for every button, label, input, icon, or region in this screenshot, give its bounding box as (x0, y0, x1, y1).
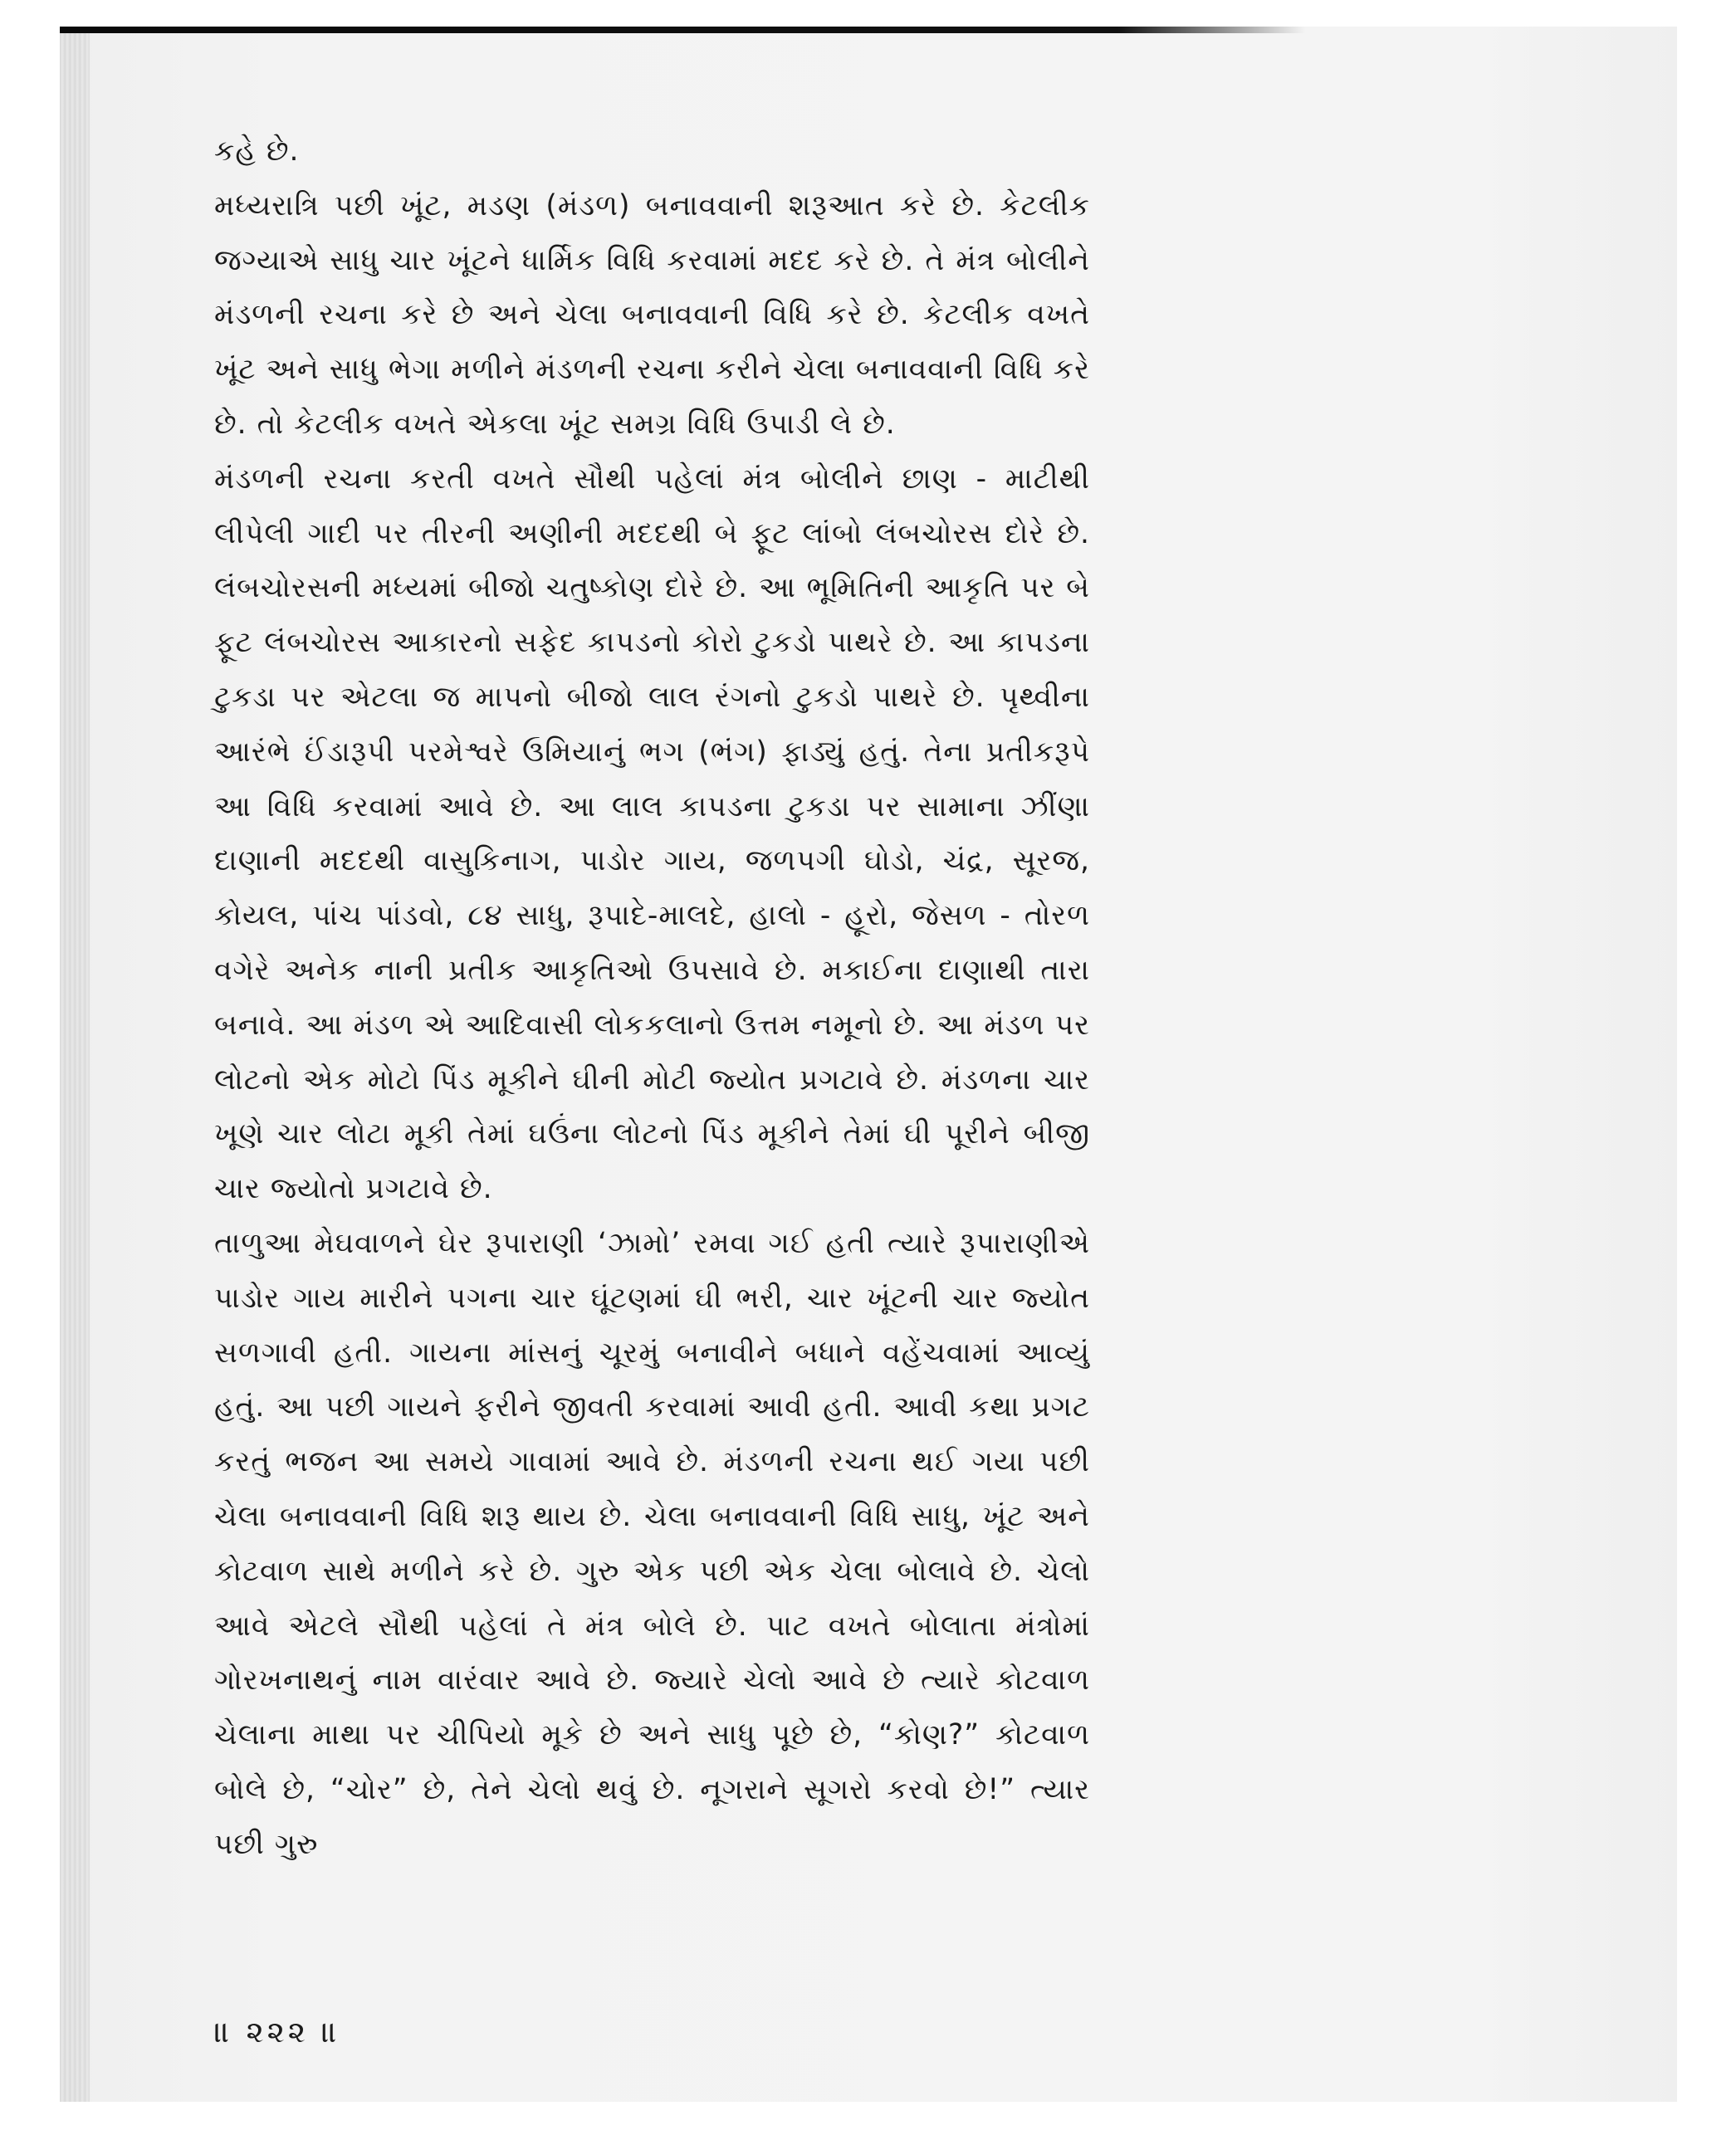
paragraph-2: મધ્યરાત્રિ પછી ખૂંટ, મડણ (મંડળ) બનાવવાની શરૂઆત કરે છે. કેટલીક જગ્યાએ સાધુ ચાર ખૂંટને ધાર્મિક વિધિ કરવામાં મદદ કરે છે. તે મંત્ર બોલીને મંડળની રચના કરે છે અને ચેલા બનાવવાની વિધિ કરે છે. કેટલીક વખતે ખૂંટ અને સાધુ ભેગા મળીને મંડળની રચના કરીને ચેલા બનાવવાની વિધિ કરે છે. તો કેટલીક વખતે એકલા ખૂંટ સમગ્ર વિધિ ઉપાડી લે છે. (214, 188, 1090, 441)
paragraph-4: તાળુઆ મેઘવાળને ઘેર રૂપારાણી ‘ઝામો’ રમવા ગઈ હતી ત્યારે રૂપારાણીએ પાડોર ગાય મારીને પગના ચાર ઘૂંટણમાં ઘી ભરી, ચાર ખૂંટની ચાર જ્યોત સળગાવી હતી. ગાયના માંસનું ચૂરમું બનાવીને બધાને વહેંચવામાં આવ્યું હતું. આ પછી ગાયને ફરીને જીવતી કરવામાં આવી હતી. આવી કથા પ્રગટ કરતું ભજન આ સમયે ગાવામાં આવે છે. મંડળની રચના થઈ ગયા પછી ચેલા બનાવવાની વિધિ શરૂ થાય છે. ચેલા બનાવવાની વિધિ સાધુ, ખૂંટ અને કોટવાળ સાથે મળીને કરે છે. ગુરુ એક પછી એક ચેલા બોલાવે છે. ચેલો આવે એટલે સૌથી પહેલાં તે મંત્ર બોલે છે. પાટ વખતે બોલાતા મંત્રોમાં ગોરખનાથનું નામ વારંવાર આવે છે. જ્યારે ચેલો આવે છે ત્યારે કોટવાળ ચેલાના માથા પર ચીપિયો મૂકે છે અને સાધુ પૂછે છે, “કોણ?” કોટવાળ બોલે છે, “ચોર” છે, તેને ચેલો થવું છે. નૂગરાને સૂગરો કરવો છે!” ત્યાર પછી ગુરુ (214, 1226, 1090, 1861)
book-page (60, 27, 1677, 2102)
page-number: ॥ ૨૨૨ ॥ (214, 2015, 341, 2049)
paragraph-1: કહે છે. (214, 134, 300, 168)
page-edge (60, 27, 90, 2102)
body-text (214, 125, 1090, 1873)
top-shadow (60, 27, 1305, 33)
paragraph-3: મંડળની રચના કરતી વખતે સૌથી પહેલાં મંત્ર બોલીને છાણ - માટીથી લીપેલી ગાદી પર તીરની અણીની મદદથી બે ફૂટ લાંબો લંબચોરસ દોરે છે. લંબચોરસની મધ્યમાં બીજો ચતુષ્કોણ દોરે છે. આ ભૂમિતિની આકૃતિ પર બે ફૂટ લંબચોરસ આકારનો સફેદ કાપડનો કોરો ટુકડો પાથરે છે. આ કાપડના ટુકડા પર એટલા જ માપનો બીજો લાલ રંગનો ટુકડો પાથરે છે. પૃથ્વીના આરંભે ઈંડારૂપી પરમેશ્વરે ઉમિયાનું ભગ (ભંગ) ફાડ્યું હતું. તેના પ્રતીકરૂપે આ વિધિ કરવામાં આવે છે. આ લાલ કાપડના ટુકડા પર સામાના ઝીંણા દાણાની મદદથી વાસુકિનાગ, પાડોર ગાય, જળપગી ઘોડો, ચંદ્ર, સૂરજ, કોયલ, પાંચ પાંડવો, ૮૪ સાધુ, રૂપાદે-માલદે, હાલો - હૂરો, જેસળ - તોરળ વગેરે અનેક નાની પ્રતીક આકૃતિઓ ઉપસાવે છે. મકાઈના દાણાથી તારા બનાવે. આ મંડળ એ આદિવાસી લોકકલાનો ઉત્તમ નમૂનો છે. આ મંડળ પર લોટનો એક મોટો પિંડ મૂકીને ઘીની મોટી જ્યોત પ્રગટાવે છે. મંડળના ચાર ખૂણે ચાર લોટા મૂકી તેમાં ઘઉંના લોટનો પિંડ મૂકીને તેમાં ઘી પૂરીને બીજી ચાર જ્યોતો પ્રગટાવે છે. (214, 462, 1090, 1206)
